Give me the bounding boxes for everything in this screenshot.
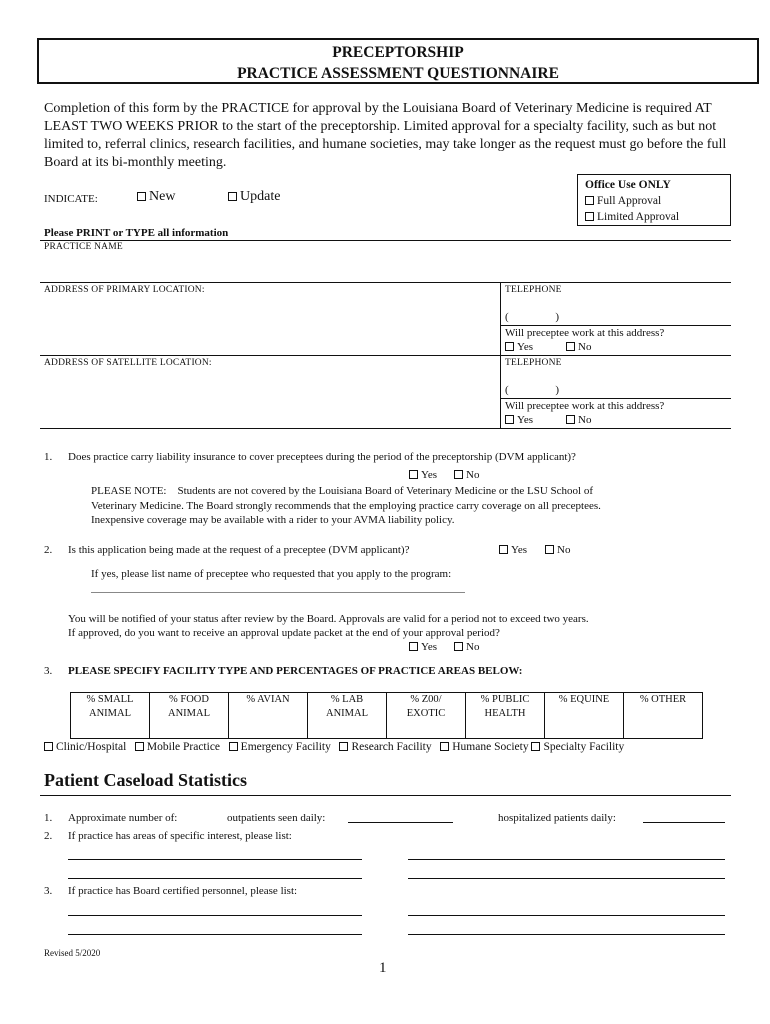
intro-paragraph: Completion of this form by the PRACTICE for approval by the Louisiana Board of Veterinary Medicine is required AT LEAST TWO WEEKS PRIOR to the start of the preceptorship. Limited approval for a specialty facility, such as but not limited to, referral clinics, research facilities, and humane societies, may take longer as the request must go before the full Board at its bi-monthly meeting. — [44, 101, 727, 170]
telephone-label: TELEPHONE — [505, 285, 562, 295]
packet-no[interactable]: No — [454, 640, 479, 655]
print-note: Please PRINT or TYPE all information — [44, 227, 229, 239]
divider — [500, 325, 731, 326]
facility-mobile-practice[interactable]: Mobile Practice — [135, 741, 220, 753]
divider — [40, 795, 731, 796]
caseload-item3-number: 3. — [44, 885, 53, 897]
office-use-box — [577, 174, 731, 226]
office-use-title: Office Use ONLY — [585, 179, 671, 191]
checkbox-icon[interactable] — [566, 342, 575, 351]
caseload-item1-label: Approximate number of: — [68, 812, 178, 824]
q2-no[interactable]: No — [545, 543, 570, 558]
checkbox-icon[interactable] — [44, 742, 53, 751]
office-limited-approval[interactable]: Limited Approval — [585, 209, 730, 225]
interest-line[interactable] — [408, 859, 725, 860]
certified-line[interactable] — [408, 915, 725, 916]
pct-small-animal[interactable]: % SMALL ANIMAL — [71, 693, 150, 739]
pct-other[interactable]: % OTHER — [624, 693, 703, 739]
checkbox-icon[interactable] — [454, 470, 463, 479]
caseload-item2-number: 2. — [44, 830, 53, 842]
pct-public-health[interactable]: % PUBLIC HEALTH — [466, 693, 545, 739]
q3-text: PLEASE SPECIFY FACILITY TYPE AND PERCENTAGES OF PRACTICE AREAS BELOW: — [68, 665, 523, 677]
q1-no[interactable]: No — [454, 468, 479, 483]
q2-notify-line2: If approved, do you want to receive an approval update packet at the end of your approval period? — [68, 627, 500, 639]
phone-area-code[interactable]: ( ) — [505, 311, 560, 323]
q1-text: Does practice carry liability insurance to cover preceptees during the period of the preceptorship (DVM applicant)? — [68, 451, 576, 463]
q1-note-line2: Veterinary Medicine. The Board strongly recommends that the employing practice carry coverage on all preceptees. — [91, 500, 601, 512]
page-number: 1 — [379, 960, 387, 976]
divider — [40, 428, 731, 429]
checkbox-icon[interactable] — [454, 642, 463, 651]
office-full-approval[interactable]: Full Approval — [585, 193, 730, 209]
facility-humane-society[interactable]: Humane Society — [440, 741, 528, 753]
divider — [40, 282, 731, 283]
divider — [40, 240, 731, 241]
interest-line[interactable] — [68, 878, 362, 879]
q1-yes[interactable]: Yes — [409, 468, 437, 483]
caseload-item1-number: 1. — [44, 812, 53, 824]
facility-emergency[interactable]: Emergency Facility — [229, 741, 331, 753]
checkbox-icon[interactable] — [505, 415, 514, 424]
certified-line[interactable] — [68, 934, 362, 935]
practice-name-label: PRACTICE NAME — [44, 242, 123, 252]
q1-note-line3: Inexpensive coverage may be available with a rider to your AVMA liability policy. — [91, 514, 455, 526]
checkbox-icon[interactable] — [440, 742, 449, 751]
certified-line[interactable] — [408, 934, 725, 935]
checkbox-icon[interactable] — [137, 192, 146, 201]
primary-yes[interactable]: Yes — [505, 341, 533, 353]
caseload-item2-label: If practice has areas of specific interest, please list: — [68, 830, 292, 842]
phone-area-code[interactable]: ( ) — [505, 384, 560, 396]
indicate-label: INDICATE: — [44, 193, 98, 205]
checkbox-icon[interactable] — [566, 415, 575, 424]
checkbox-icon[interactable] — [228, 192, 237, 201]
checkbox-icon[interactable] — [135, 742, 144, 751]
preceptee-name-line[interactable] — [91, 592, 465, 593]
pct-equine[interactable]: % EQUINE — [545, 693, 624, 739]
hospitalized-input-line[interactable] — [643, 822, 725, 823]
primary-no[interactable]: No — [566, 341, 591, 353]
indicate-new[interactable]: New — [137, 189, 175, 205]
satellite-yes[interactable]: Yes — [505, 414, 533, 426]
checkbox-icon[interactable] — [505, 342, 514, 351]
q2-text: Is this application being made at the request of a preceptee (DVM applicant)? — [68, 544, 410, 556]
q2-number: 2. — [44, 544, 53, 556]
primary-address-label: ADDRESS OF PRIMARY LOCATION: — [44, 285, 205, 295]
checkbox-icon[interactable] — [409, 470, 418, 479]
satellite-no[interactable]: No — [566, 414, 591, 426]
q2-yes[interactable]: Yes — [499, 543, 527, 558]
pct-food-animal[interactable]: % FOOD ANIMAL — [150, 693, 229, 739]
work-question: Will preceptee work at this address? — [505, 400, 665, 412]
caseload-heading: Patient Caseload Statistics — [44, 770, 247, 790]
indicate-update[interactable]: Update — [228, 189, 280, 205]
interest-line[interactable] — [408, 878, 725, 879]
checkbox-icon[interactable] — [585, 196, 594, 205]
q2-notify-line1: You will be notified of your status after review by the Board. Approvals are valid for a period not to exceed two years. — [68, 613, 589, 625]
caseload-item3-label: If practice has Board certified personnel, please list: — [68, 885, 298, 897]
facility-clinic-hospital[interactable]: Clinic/Hospital — [44, 741, 126, 753]
hospitalized-label: hospitalized patients daily: — [498, 812, 616, 824]
checkbox-icon[interactable] — [409, 642, 418, 651]
outpatients-input-line[interactable] — [348, 822, 453, 823]
pct-zoo-exotic[interactable]: % Z00/ EXOTIC — [387, 693, 466, 739]
pct-avian[interactable]: % AVIAN — [229, 693, 308, 739]
certified-line[interactable] — [68, 915, 362, 916]
form-title: PRECEPTORSHIP — [332, 44, 464, 61]
packet-yes[interactable]: Yes — [409, 640, 437, 655]
telephone-label: TELEPHONE — [505, 358, 562, 368]
form-title-box — [37, 38, 759, 84]
q1-note-line1: PLEASE NOTE: Students are not covered by the Louisiana Board of Veterinary Medicine or the LSU School of — [91, 485, 594, 497]
interest-line[interactable] — [68, 859, 362, 860]
facility-research[interactable]: Research Facility — [339, 741, 431, 753]
q3-number: 3. — [44, 665, 53, 677]
facility-type-row — [44, 741, 624, 753]
revised-date: Revised 5/2020 — [44, 948, 101, 958]
facility-specialty[interactable]: Specialty Facility — [531, 741, 624, 753]
checkbox-icon[interactable] — [229, 742, 238, 751]
divider — [500, 398, 731, 399]
divider — [40, 355, 731, 356]
checkbox-icon[interactable] — [585, 212, 594, 221]
q2-followup: If yes, please list name of preceptee who requested that you apply to the program: — [91, 568, 452, 580]
work-question: Will preceptee work at this address? — [505, 327, 665, 339]
checkbox-icon[interactable] — [339, 742, 348, 751]
checkbox-icon[interactable] — [545, 545, 554, 554]
checkbox-icon[interactable] — [531, 742, 540, 751]
checkbox-icon[interactable] — [499, 545, 508, 554]
satellite-address-label: ADDRESS OF SATELLITE LOCATION: — [44, 358, 212, 368]
q1-number: 1. — [44, 451, 53, 463]
outpatients-label: outpatients seen daily: — [227, 812, 326, 824]
practice-area-table — [70, 692, 703, 739]
form-subtitle: PRACTICE ASSESSMENT QUESTIONNAIRE — [237, 65, 559, 82]
pct-lab-animal[interactable]: % LAB ANIMAL — [308, 693, 387, 739]
